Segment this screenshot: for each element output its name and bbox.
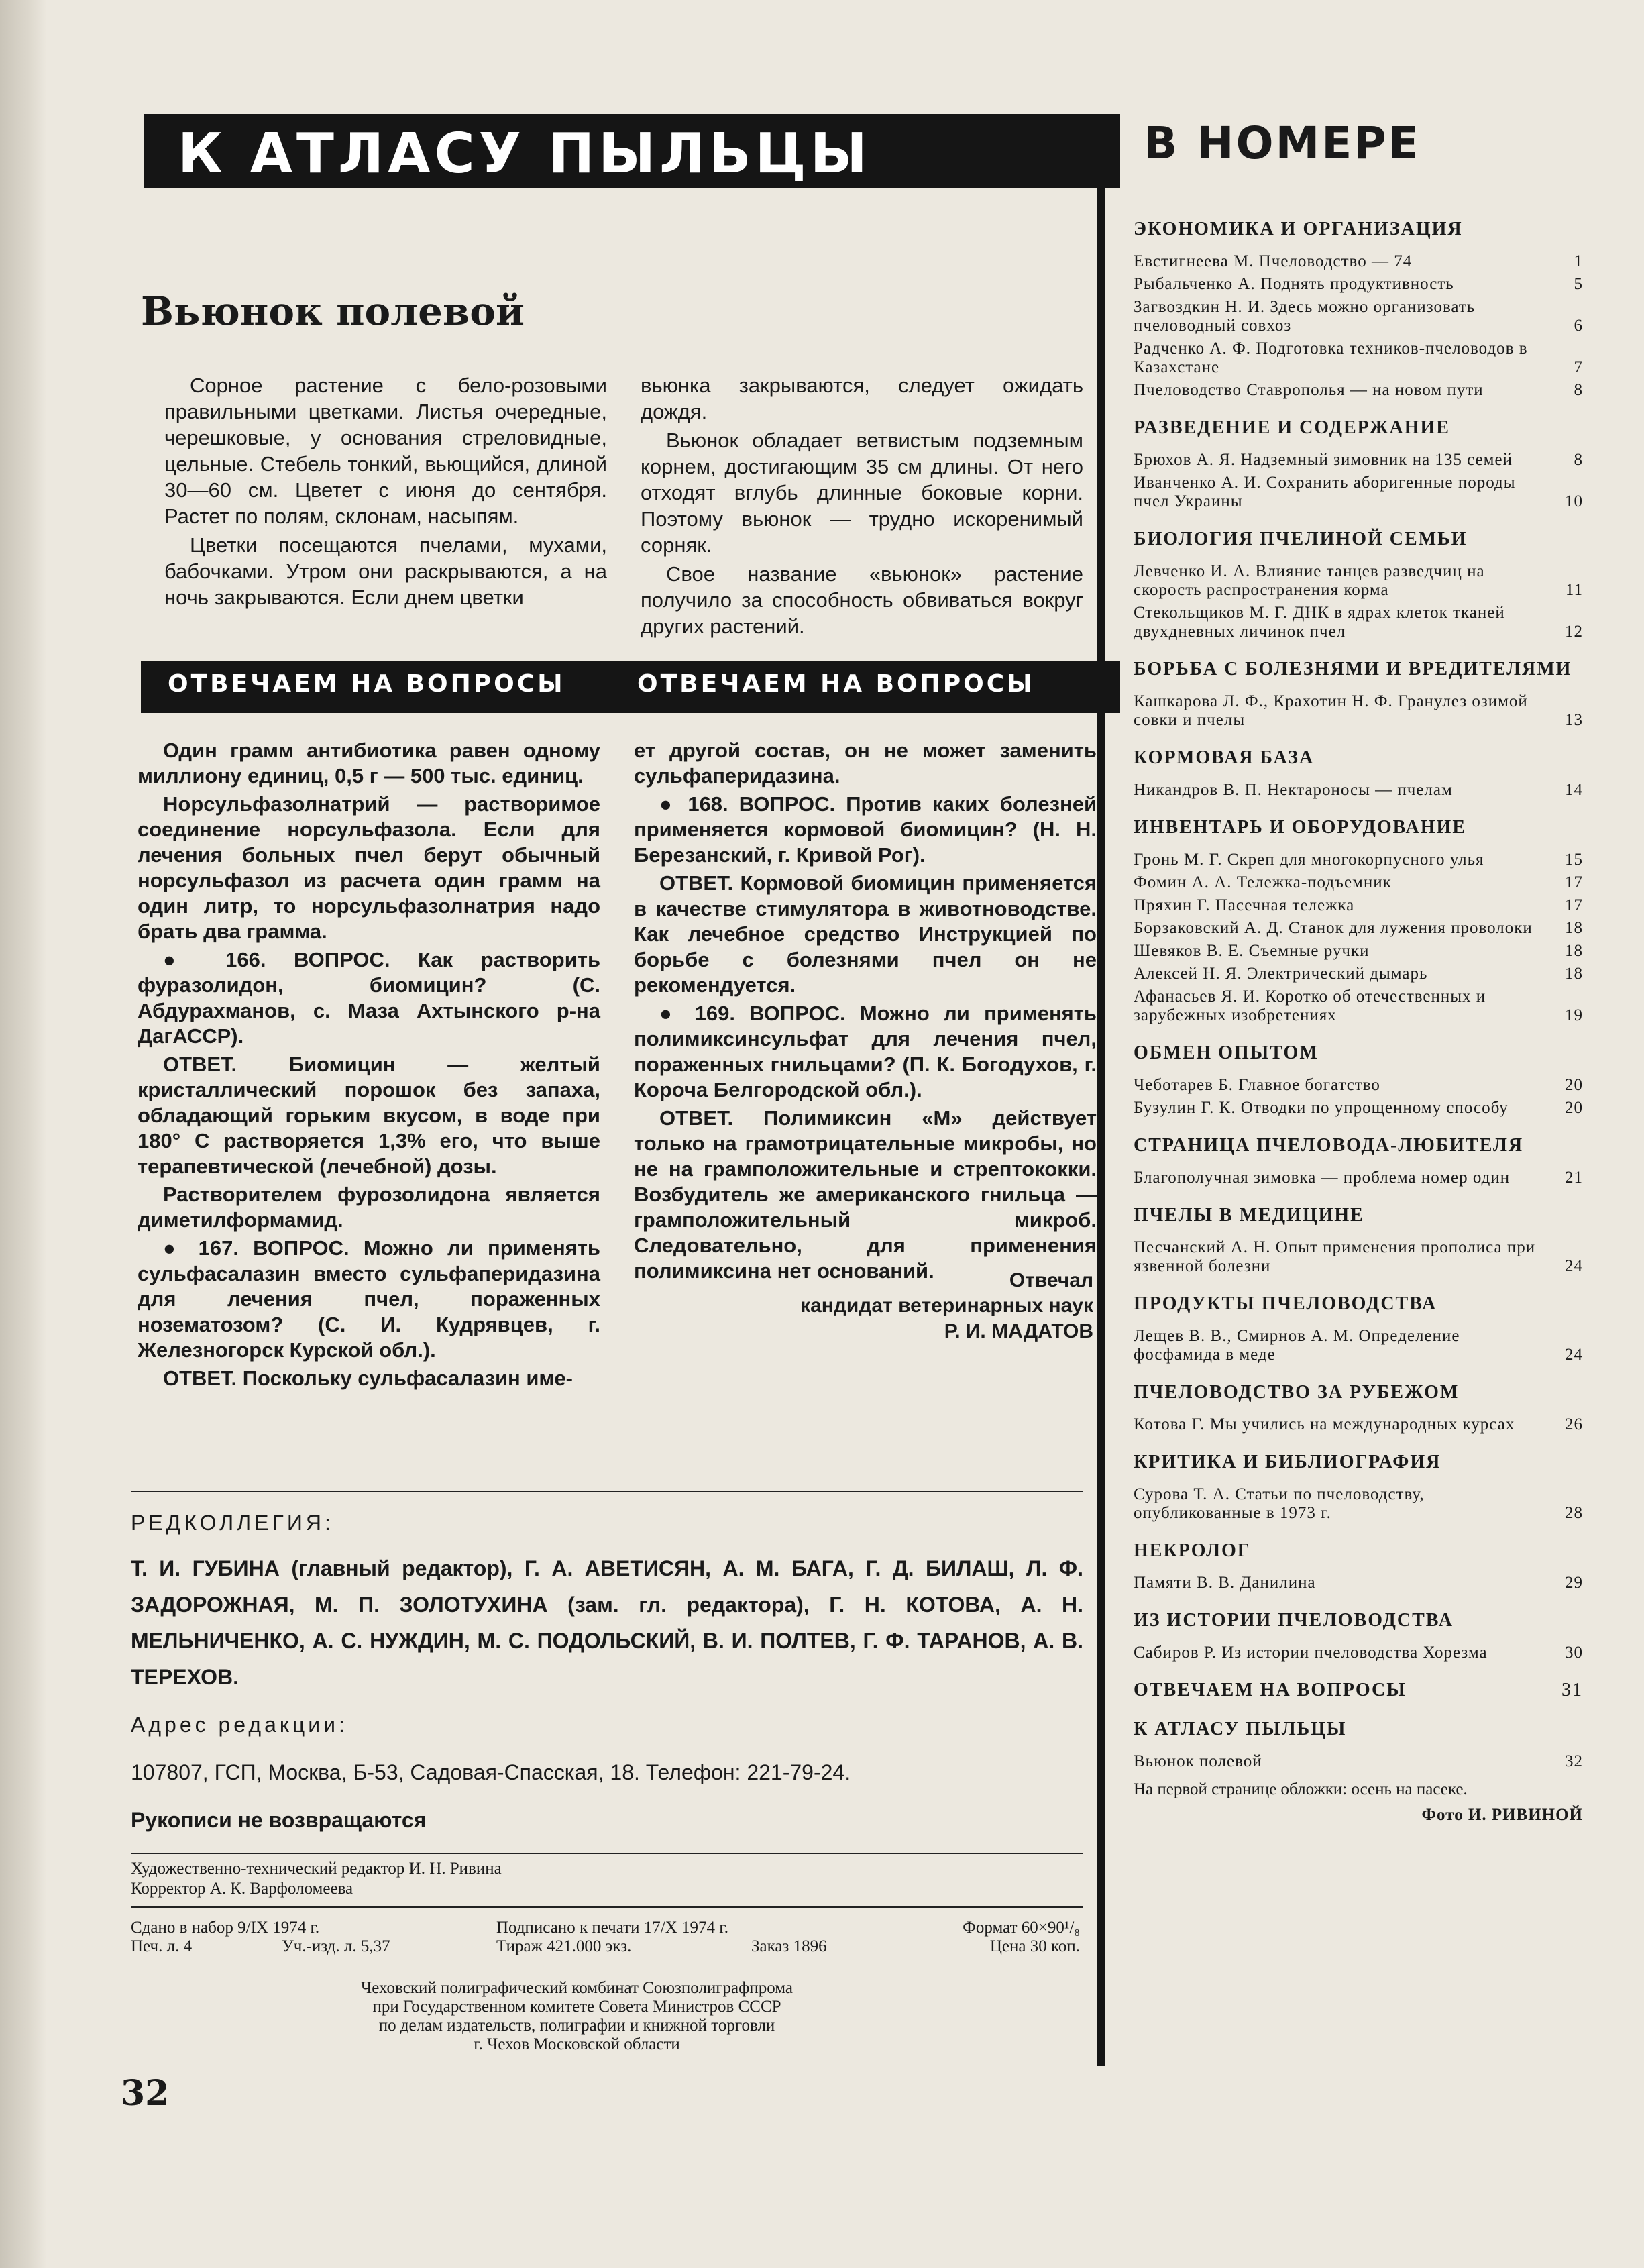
toc-entry <box>1134 851 1583 869</box>
toc-section-title <box>1134 1680 1583 1701</box>
toc-entry-text: Бузулин Г. К. Отводки по упрощенному способу <box>1134 1099 1509 1117</box>
toc-page-number: 8 <box>1574 451 1583 469</box>
toc-page-number: 20 <box>1565 1076 1583 1094</box>
toc-entry-text: Кашкарова Л. Ф., Крахотин Н. Ф. Гранулез озимой совки и пчелы <box>1134 692 1528 729</box>
toc-section-title: ЭКОНОМИКА И ОРГАНИЗАЦИЯ <box>1134 219 1463 239</box>
toc-page-number: 8 <box>1574 381 1583 399</box>
toc-entry <box>1134 781 1583 800</box>
toc-entry-text: Памяти В. В. Данилина <box>1134 1574 1316 1592</box>
toc-entry <box>1134 604 1583 641</box>
qa-question: ● 166. ВОПРОС. Как растворить фуразолидон, биомицин? (С. Абдурахманов, с. Маза Ахтынского р-на ДагАССР). <box>138 948 600 1048</box>
manuscripts-note: Рукописи не возвращаются <box>131 1808 427 1832</box>
qa-signoff <box>637 1268 1093 1344</box>
toc-page-number: 6 <box>1574 317 1583 335</box>
toc-entry <box>1134 1415 1583 1434</box>
toc-section-title: ПЧЕЛОВОДСТВО ЗА РУБЕЖОМ <box>1134 1382 1460 1403</box>
edition-sheets: Уч.-изд. л. 5,37 <box>282 1937 390 1955</box>
qa-answer: ОТВЕТ. Кормовой биомицин применяется в качестве стимулятора в животноводстве. Как лечебное средство Инструкцией по борьбе с болезнями пчел он не рекомендуется. <box>634 871 1097 997</box>
qa-question: ● 168. ВОПРОС. Против каких болезней применяется кормовой биомицин? (Н. Н. Березанский, г. Кривой Рог). <box>634 792 1097 867</box>
article-paragraph: Вьюнок обладает ветвистым подземным корнем, достигающим 35 см длины. От него отходят вглубь длинные боковые корни. Поэтому вьюнок — трудно искоренимый сорняк. <box>641 429 1083 557</box>
toc-section-title: НЕКРОЛОГ <box>1134 1540 1251 1561</box>
divider <box>131 1491 1083 1492</box>
toc-page-number: 12 <box>1565 623 1583 641</box>
article-paragraph: вьюнка закрываются, следует ожидать дождя. <box>641 374 1083 423</box>
signoff-line: Отвечал <box>1009 1269 1093 1291</box>
printer-line: г. Чехов Московской области <box>474 2035 680 2053</box>
toc-section-title: ОБМЕН ОПЫТОМ <box>1134 1042 1319 1063</box>
article-title: Вьюнок полевой <box>141 288 525 334</box>
qa-paragraph: ет другой состав, он не может заменить сульфаперидазина. <box>634 739 1097 788</box>
toc-entry <box>1134 873 1583 892</box>
qa-paragraph: Растворителем фурозолидона является диметилформамид. <box>138 1183 600 1232</box>
toc-entry-text: Вьюнок полевой <box>1134 1752 1262 1770</box>
editorial-board <box>131 1511 1083 1833</box>
toc-section-label: ОТВЕЧАЕМ НА ВОПРОСЫ <box>1134 1680 1407 1700</box>
toc-page-number: 1 <box>1574 252 1583 270</box>
toc-entry-text: Фомин А. А. Тележка-подъемник <box>1134 873 1392 892</box>
toc-page-number: 18 <box>1565 942 1583 960</box>
toc-entry <box>1134 1169 1583 1187</box>
toc-entry-text: Борзаковский А. Д. Станок для лужения проволоки <box>1134 919 1533 937</box>
qa-question: ● 167. ВОПРОС. Можно ли применять сульфасалазин вместо сульфаперидазина для лечения пчел, пораженных нозематозом? (С. И. Кудрявцев, г. Железногорск Курской обл.). <box>138 1236 600 1362</box>
toc-entry-text: Гронь М. Г. Скреп для многокорпусного улья <box>1134 851 1484 869</box>
order-number: Заказ 1896 <box>751 1937 827 1955</box>
toc-entry-text: Радченко А. Ф. Подготовка техников-пчеловодов в Казахстане <box>1134 339 1528 376</box>
toc-page-number: 21 <box>1565 1169 1583 1187</box>
page-number: 32 <box>121 2073 170 2114</box>
qa-left-column <box>138 738 600 1394</box>
printer-line: Чеховский полиграфический комбинат Союзполиграфпрома <box>361 1979 793 1997</box>
toc-page-number: 15 <box>1565 851 1583 869</box>
toc-page-number: 13 <box>1565 711 1583 729</box>
photo-credit: Фото И. РИВИНОЙ <box>1421 1806 1583 1824</box>
toc-section-title: БИОЛОГИЯ ПЧЕЛИНОЙ СЕМЬИ <box>1134 529 1468 549</box>
signoff-line: кандидат ветеринарных наук <box>800 1295 1093 1317</box>
art-editor: Художественно-технический редактор И. Н. Ривина <box>131 1859 502 1878</box>
toc-section-title: КРИТИКА И БИБЛИОГРАФИЯ <box>1134 1452 1441 1472</box>
toc-page-number: 18 <box>1565 965 1583 983</box>
toc-page-number: 24 <box>1565 1346 1583 1364</box>
toc-entry <box>1134 692 1583 730</box>
sent-date: Сдано в набор 9/IX 1974 г. <box>131 1919 320 1937</box>
toc-title: В НОМЕРЕ <box>1144 117 1421 169</box>
toc-section-title: ИЗ ИСТОРИИ ПЧЕЛОВОДСТВА <box>1134 1610 1454 1631</box>
toc-entry <box>1134 919 1583 938</box>
toc-section-title: СТРАНИЦА ПЧЕЛОВОДА-ЛЮБИТЕЛЯ <box>1134 1135 1524 1156</box>
address: 107807, ГСП, Москва, Б-53, Садовая-Спасская, 18. Телефон: 221-79-24. <box>131 1760 851 1784</box>
printer-info <box>201 1979 952 2054</box>
toc-entry <box>1134 896 1583 915</box>
toc-page-number: 32 <box>1565 1752 1583 1770</box>
price: Цена 30 коп. <box>989 1937 1080 1955</box>
toc-section-title: ИНВЕНТАРЬ И ОБОРУДОВАНИЕ <box>1134 817 1466 838</box>
toc-page-number: 29 <box>1565 1574 1583 1592</box>
toc-entry <box>1134 474 1583 511</box>
divider <box>131 1853 1083 1854</box>
printer-line: по делам издательств, полиграфии и книжной торговли <box>378 2016 775 2035</box>
toc-entry <box>1134 298 1583 335</box>
qa-right-column <box>634 738 1097 1287</box>
toc-page-number: 11 <box>1565 581 1583 599</box>
signed-date: Подписано к печати 17/X 1974 г. <box>496 1919 728 1937</box>
toc-entry-text: Брюхов А. Я. Надземный зимовник на 135 семей <box>1134 451 1513 469</box>
cover-note: На первой странице обложки: осень на пасеке. <box>1134 1780 1468 1798</box>
qa-banner-label: ОТВЕЧАЕМ НА ВОПРОСЫ <box>168 670 565 698</box>
qa-banner-label: ОТВЕЧАЕМ НА ВОПРОСЫ <box>637 670 1035 698</box>
toc-entry <box>1134 1076 1583 1095</box>
toc-page-number: 24 <box>1565 1257 1583 1275</box>
qa-banner <box>141 661 1120 713</box>
board-names: Т. И. ГУБИНА (главный редактор), Г. А. АВЕТИСЯН, А. М. БАГА, Г. Д. БИЛАШ, Л. Ф. ЗАДОРОЖНАЯ, М. П. ЗОЛОТУХИНА (зам. гл. редактора), Г. Н. КОТОВА, А. Н. МЕЛЬНИЧЕНКО, А. С. НУЖДИН, М. С. ПОДОЛЬСКИЙ, В. И. ПОЛТЕВ, Г. Ф. ТАРАНОВ, А. В. ТЕРЕХОВ. <box>131 1556 1083 1689</box>
toc-entry-text: Левченко И. А. Влияние танцев разведчиц на скорость распространения корма <box>1134 562 1485 599</box>
toc-section-title: КОРМОВАЯ БАЗА <box>1134 747 1315 768</box>
toc-entry <box>1134 1643 1583 1662</box>
toc-entry-text: Рыбальченко А. Поднять продуктивность <box>1134 275 1454 293</box>
qa-paragraph: Норсульфазолнатрий — растворимое соединение норсульфазола. Если для лечения больных пчел берут обычный норсульфазол из расчета один грамм на один литр, то норсульфазолнатрия надо брать два грамма. <box>138 792 600 943</box>
toc-entry <box>1134 965 1583 983</box>
toc-entry <box>1134 1238 1583 1276</box>
toc-entry <box>1134 987 1583 1025</box>
corrector: Корректор А. К. Варфоломеева <box>131 1880 353 1898</box>
section-title: К АТЛАСУ ПЫЛЬЦЫ <box>178 122 871 186</box>
toc-page-number: 19 <box>1565 1006 1583 1024</box>
toc-entry-text: Пряхин Г. Пасечная тележка <box>1134 896 1355 914</box>
toc-entry-text: Благополучная зимовка — проблема номер один <box>1134 1169 1511 1187</box>
article-left-column <box>164 372 607 613</box>
toc-entry-text: Алексей Н. Я. Электрический дымарь <box>1134 965 1428 983</box>
qa-question: ● 169. ВОПРОС. Можно ли применять полимиксинсульфат для лечения пчел, пораженных гнильцами? (П. К. Богодухов, г. Короча Белгородской обл.). <box>634 1002 1097 1101</box>
toc-entry <box>1134 252 1583 271</box>
toc-entry-text: Чеботарев Б. Главное богатство <box>1134 1076 1380 1094</box>
toc-entry <box>1134 339 1583 377</box>
toc-page-number: 26 <box>1565 1415 1583 1434</box>
toc-entry-text: Котова Г. Мы учились на международных курсах <box>1134 1415 1515 1434</box>
toc-entry-text: Шевяков В. Е. Съемные ручки <box>1134 942 1370 960</box>
toc-entry-text: Никандров В. П. Нектароносы — пчелам <box>1134 781 1453 799</box>
signoff-author: Р. И. МАДАТОВ <box>944 1320 1093 1342</box>
article-paragraph: Цветки посещаются пчелами, мухами, бабочками. Утром они раскрываются, а на ночь закрываются. Если днем цветки <box>164 533 607 609</box>
toc-entry <box>1134 562 1583 600</box>
address-label: Адрес редакции: <box>131 1713 348 1737</box>
toc-entry-text: Сурова Т. А. Статьи по пчеловодству, опубликованные в 1973 г. <box>1134 1485 1425 1522</box>
toc-entry <box>1134 942 1583 961</box>
toc-page-number: 17 <box>1565 896 1583 914</box>
toc-page-number: 18 <box>1565 919 1583 937</box>
qa-paragraph: Один грамм антибиотика равен одному миллиону единиц, 0,5 г — 500 тыс. единиц. <box>138 739 600 788</box>
qa-answer: ОТВЕТ. Поскольку сульфасалазин име- <box>163 1366 573 1390</box>
divider <box>131 1906 1083 1908</box>
toc-entry <box>1134 1327 1583 1364</box>
toc-entry-text: Иванченко А. И. Сохранить аборигенные породы пчел Украины <box>1134 474 1516 510</box>
toc-entry-text: Пчеловодство Ставрополья — на новом пути <box>1134 381 1484 399</box>
toc-page-number: 14 <box>1565 781 1583 799</box>
toc-page-number: 30 <box>1565 1643 1583 1662</box>
toc-entry <box>1134 1574 1583 1592</box>
toc-page-number: 28 <box>1565 1504 1583 1522</box>
toc-page-number: 5 <box>1574 275 1583 293</box>
qa-answer: ОТВЕТ. Полимиксин «М» действует только на грамотрицательные микробы, но не на грамположительные и стрептококки. Возбудитель же американского гнильца — грамположительный микроб. Следовательно, для применения полимиксина нет оснований. <box>634 1106 1097 1283</box>
toc-entry-text: Евстигнеева М. Пчеловодство — 74 <box>1134 252 1413 270</box>
format: Формат 60×90¹/₈ <box>963 1919 1080 1937</box>
toc-entry <box>1134 275 1583 294</box>
toc-entry-text: Песчанский А. Н. Опыт применения прополиса при язвенной болезни <box>1134 1238 1536 1275</box>
article-right-column <box>641 372 1083 642</box>
article-paragraph: Сорное растение с бело-розовыми правильными цветками. Листья очередные, черешковые, у основания стреловидные, цельные. Стебель тонкий, вьющийся, длиной 30—60 см. Цветет с июня до сентября. Растет по полям, склонам, насыпям. <box>164 374 607 528</box>
toc-entry-text: Загвоздкин Н. И. Здесь можно организовать пчеловодный совхоз <box>1134 298 1476 335</box>
board-label: РЕДКОЛЛЕГИЯ: <box>131 1511 334 1535</box>
toc-section-title: БОРЬБА С БОЛЕЗНЯМИ И ВРЕДИТЕЛЯМИ <box>1134 659 1572 680</box>
toc-entry <box>1134 1099 1583 1118</box>
toc-page-number: 10 <box>1565 492 1583 510</box>
toc-entry-text: Стекольщиков М. Г. ДНК в ядрах клеток тканей двухдневных личинок пчел <box>1134 604 1505 641</box>
column-divider <box>1097 188 1105 2066</box>
toc-entry <box>1134 381 1583 400</box>
toc-entry <box>1134 451 1583 470</box>
toc-entry-text: Сабиров Р. Из истории пчеловодства Хорезма <box>1134 1643 1488 1662</box>
toc-entry-text: Афанасьев Я. И. Коротко об отечественных и зарубежных изобретениях <box>1134 987 1486 1024</box>
table-of-contents <box>1134 201 1583 1825</box>
toc-section-title: РАЗВЕДЕНИЕ И СОДЕРЖАНИЕ <box>1134 417 1450 438</box>
printer-line: при Государственном комитете Совета Министров СССР <box>372 1998 781 2016</box>
toc-page-number: 17 <box>1565 873 1583 892</box>
qa-answer: ОТВЕТ. Биомицин — желтый кристаллический порошок без запаха, обладающий горьким вкусом, в воде при 180° С растворяется 1,3% его, что выше терапевтической (лечебной) дозы. <box>138 1052 600 1178</box>
toc-entry-text: Лещев В. В., Смирнов А. М. Определение фосфамида в меде <box>1134 1327 1460 1364</box>
toc-entry <box>1134 1485 1583 1523</box>
toc-page-number: 7 <box>1574 358 1583 376</box>
toc-page-number: 20 <box>1565 1099 1583 1117</box>
toc-entry <box>1134 1752 1583 1771</box>
article-paragraph: Свое название «вьюнок» растение получило за способность обвиваться вокруг других растений. <box>641 562 1083 638</box>
toc-section-title: К АТЛАСУ ПЫЛЬЦЫ <box>1134 1719 1347 1739</box>
circulation: Тираж 421.000 экз. <box>496 1937 632 1955</box>
print-sheets: Печ. л. 4 <box>131 1937 193 1955</box>
toc-page-number: 31 <box>1561 1680 1583 1700</box>
section-header-bar <box>144 114 1120 188</box>
page-edge <box>0 0 47 2268</box>
toc-section-title: ПРОДУКТЫ ПЧЕЛОВОДСТВА <box>1134 1293 1437 1314</box>
toc-section-title: ПЧЕЛЫ В МЕДИЦИНЕ <box>1134 1205 1364 1226</box>
